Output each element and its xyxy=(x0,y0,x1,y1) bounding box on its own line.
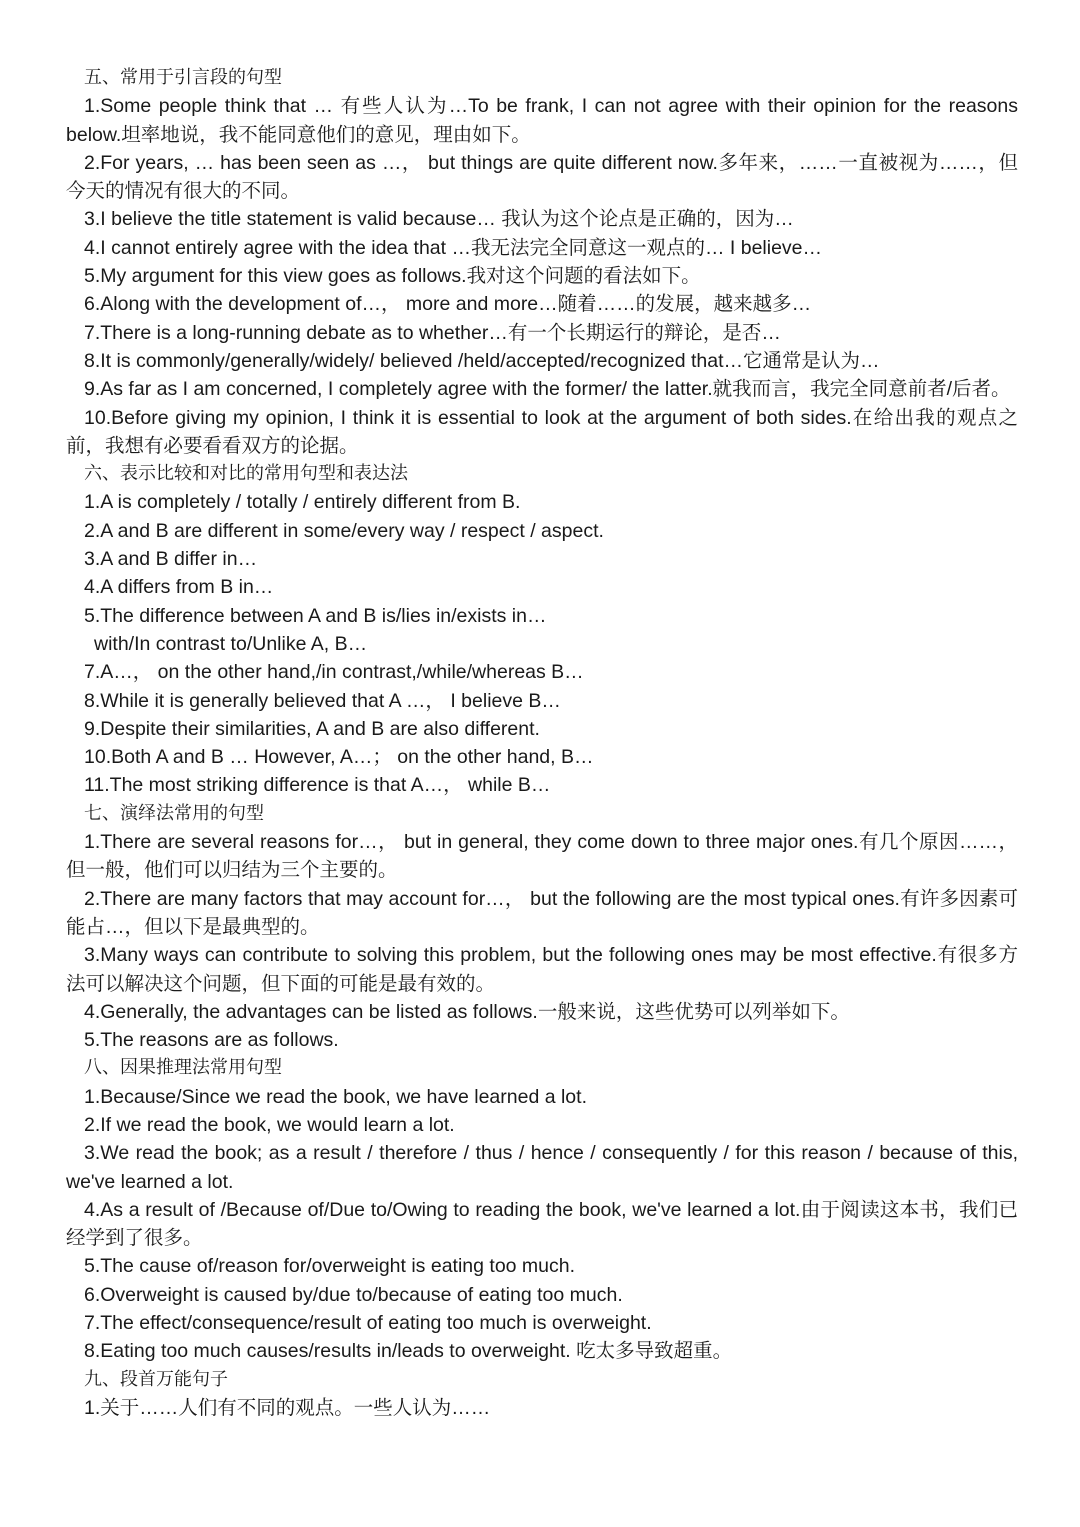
section-heading-9: 九、段首万能句子 xyxy=(84,1368,228,1390)
sentence-line: 1.A is completely / totally / entirely different from B. xyxy=(84,491,521,514)
sentence-line: 3.Many ways can contribute to solving this problem, but the following ones may be most effective.有很多方法可以解决这个问题，但下面的可能是最有效的。 xyxy=(66,944,1018,995)
sentence-line: 4.Generally, the advantages can be listed as follows.一般来说，这些优势可以列举如下。 xyxy=(84,1000,850,1023)
sentence-line: 5.The reasons are as follows. xyxy=(84,1029,339,1052)
sentence-line: 8.It is commonly/generally/widely/ believed /held/accepted/recognized that…它通常是认为… xyxy=(84,349,880,372)
sentence-line: 4.A differs from B in… xyxy=(84,576,274,599)
sentence-line: 3.I believe the title statement is valid because… 我认为这个论点是正确的，因为… xyxy=(84,208,794,231)
sentence-line: 10.Both A and B … However, A…； on the other hand, B… xyxy=(84,746,594,769)
sentence-line: 5.The difference between A and B is/lies in/exists in… xyxy=(84,604,547,627)
sentence-line: 5.My argument for this view goes as follows.我对这个问题的看法如下。 xyxy=(84,265,701,288)
sentence-line: 2.There are many factors that may account for…， but the following are the most typical ones.有许多因素可能占…，但以下是最典型的。 xyxy=(66,887,1018,938)
sentence-line: 9.Despite their similarities, A and B are also different. xyxy=(84,717,540,740)
section-heading-8: 八、因果推理法常用句型 xyxy=(84,1057,282,1079)
sentence-line: 7.There is a long-running debate as to whether…有一个长期运行的辩论，是否… xyxy=(84,321,781,344)
sentence-line: 10.Before giving my opinion, I think it is essential to look at the argument of both sides.在给出我的观点之前，我想有必要看看双方的论据。 xyxy=(66,406,1018,457)
sentence-line: 6.Overweight is caused by/due to/because of eating too much. xyxy=(84,1283,623,1306)
section-heading-6: 六、表示比较和对比的常用句型和表达法 xyxy=(84,463,408,485)
sentence-line: 8.Eating too much causes/results in/leads to overweight. 吃太多导致超重。 xyxy=(84,1340,733,1363)
sentence-line: 4.As a result of /Because of/Due to/Owing to reading the book, we've learned a lot.由于阅读这本书，我们已经学到了很多。 xyxy=(66,1198,1018,1250)
sentence-line: 8.While it is generally believed that A …， I believe B… xyxy=(84,689,561,712)
sentence-line: 9.As far as I am concerned, I completely agree with the former/ the latter.就我而言，我完全同意前者/后者。 xyxy=(84,378,1011,401)
section-heading-5: 五、常用于引言段的句型 xyxy=(84,67,282,88)
sentence-line: 6.Along with the development of…， more and more…随着……的发展，越来越多… xyxy=(84,293,812,316)
sentence-line: 2.If we read the book, we would learn a lot. xyxy=(84,1113,455,1136)
sentence-line: 11.The most striking difference is that A…， while B… xyxy=(84,774,551,797)
sentence-line: with/In contrast to/Unlike A, B… xyxy=(94,632,368,655)
sentence-line: 1.Some people think that … 有些人认为…To be frank, I can not agree with their opinion for the reasons below.坦率地说，我不能同意他们的意见，理由如下。 xyxy=(66,95,1018,146)
sentence-line: 1.Because/Since we read the book, we have learned a lot. xyxy=(84,1085,587,1108)
sentence-line: 4.I cannot entirely agree with the idea that …我无法完全同意这一观点的… I believe… xyxy=(84,236,823,259)
sentence-line: 3.A and B differ in… xyxy=(84,548,258,571)
sentence-line: 2.A and B are different in some/every way / respect / aspect. xyxy=(84,519,604,542)
sentence-line: 1.关于……人们有不同的观点。一些人认为…… xyxy=(84,1396,491,1419)
sentence-line: 2.For years, … has been seen as …， but things are quite different now.多年来，……一直被视为……，但今天的情况有很大的不同。 xyxy=(66,151,1018,203)
section-heading-7: 七、演绎法常用的句型 xyxy=(84,802,264,824)
sentence-line: 5.The cause of/reason for/overweight is eating too much. xyxy=(84,1255,576,1278)
sentence-line: 7.A…， on the other hand,/in contrast,/while/whereas B… xyxy=(84,661,584,684)
sentence-line: 1.There are several reasons for…， but in general, they come down to three major ones.有几个原因……，但一般，他们可以归结为三个主要的。 xyxy=(66,831,1018,882)
sentence-line: 7.The effect/consequence/result of eating too much is overweight. xyxy=(84,1312,652,1335)
sentence-line: 3.We read the book; as a result / therefore / thus / hence / consequently / for this reason / because of this, we've learned a lot. xyxy=(66,1142,1018,1193)
